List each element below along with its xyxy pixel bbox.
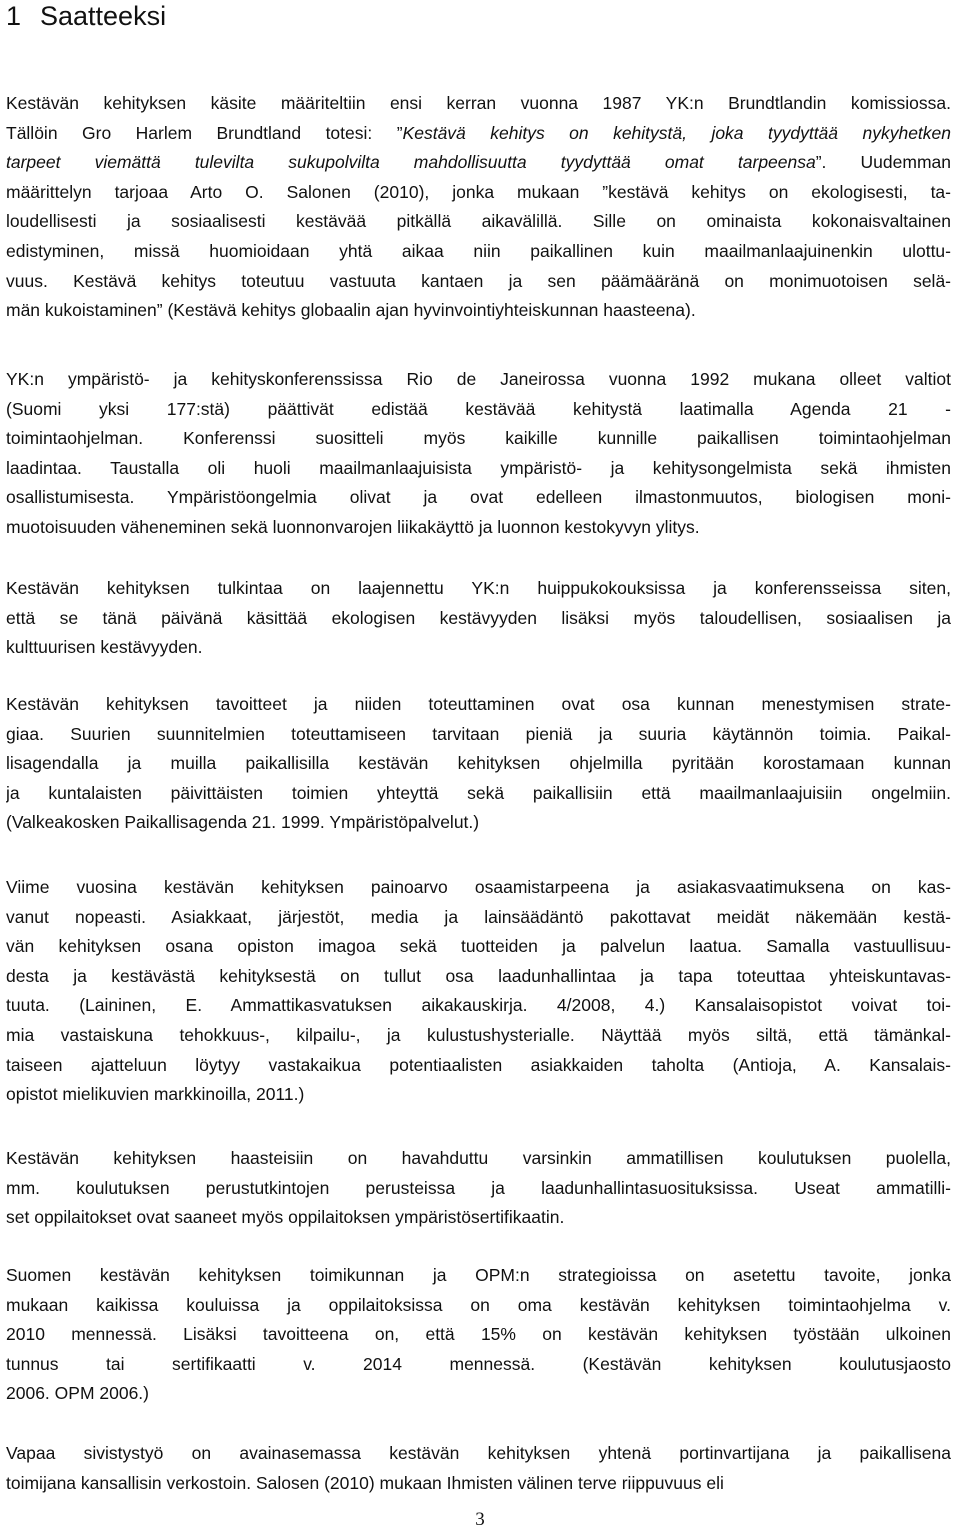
text-segment: muotoisuuden väheneminen sekä luonnonvarojen liikakäyttö ja luonnon kestokyvyn ylitys. <box>6 516 700 537</box>
text-segment: että se tänä päivänä käsittää ekologisen kestävyyden lisäksi myös taloudellisen, sosiaalisen ja <box>6 607 951 628</box>
text-segment: edistyminen, missä huomioidaan yhtä aikaa niin paikallinen kuin maailmanlaajuinenkin ulottu- <box>6 240 951 261</box>
text-segment: Kestävän kehityksen tavoitteet ja niiden toteuttaminen ovat osa kunnan menestymisen strate- <box>6 694 951 714</box>
text-line <box>6 1439 951 1469</box>
paragraph <box>6 873 951 1110</box>
paragraph <box>6 574 951 663</box>
text-line <box>6 903 951 933</box>
text-line <box>6 513 951 543</box>
text-segment: set oppilaitokset ovat saaneet myös oppilaitoksen ympäristösertifikaatin. <box>6 1207 565 1228</box>
text-segment: Tällöin Gro Harlem Brundtland totesi: ” <box>6 122 403 143</box>
text-segment: lisagendalla ja muilla paikallisilla kestävän kehityksen ohjelmilla pyritään korostamaan kunnan <box>6 753 951 774</box>
text-line <box>6 267 951 297</box>
text-segment: Kestävän kehityksen tulkintaa on laajennettu YK:n huippukokouksissa ja konferensseissa siten, <box>6 578 951 598</box>
text-line <box>6 1320 951 1350</box>
section-number: 1 <box>6 1 22 31</box>
text-segment: män kukoistaminen” (Kestävä kehitys globaalin ajan hyvinvointiyhteiskunnan haasteena). <box>6 300 696 321</box>
text-line <box>6 1291 951 1321</box>
text-line <box>6 1261 951 1291</box>
text-segment: Kestävän kehityksen haasteisiin on havahduttu varsinkin ammatillisen koulutuksen puolella, <box>6 1148 951 1168</box>
text-line <box>6 962 951 992</box>
text-segment: mm. koulutuksen perustutkintojen perusteissa ja laadunhallintasuosituksissa. Useat ammatilli- <box>6 1177 951 1198</box>
text-line <box>6 1080 951 1110</box>
paragraph <box>6 1144 951 1233</box>
text-line <box>6 1203 951 1233</box>
text-line <box>6 808 951 838</box>
page-number: 3 <box>475 1509 485 1530</box>
text-segment: Kestävän kehityksen käsite määriteltiin ensi kerran vuonna 1987 YK:n Brundtlandin komissiossa. <box>6 93 951 113</box>
text-line <box>6 365 951 395</box>
text-segment: toimintaohjelman. Konferenssi suositteli myös kaikille kunnille paikallisen toimintaohjelman <box>6 428 951 449</box>
text-segment: loudellisesti ja sosiaalisesti kestävää pitkällä aikavälillä. Sille on ominaista kokonaisvaltainen <box>6 211 951 232</box>
text-segment: kulttuurisen kestävyyden. <box>6 637 203 658</box>
text-segment: määrittelyn tarjoaa Arto O. Salonen (2010), jonka mukaan ”kestävä kehitys on ekologisesti, ta- <box>6 181 951 202</box>
text-line <box>6 991 951 1021</box>
text-line <box>6 207 951 237</box>
text-line <box>6 749 951 779</box>
text-segment: mukaan kaikissa kouluissa ja oppilaitoksissa on oma kestävän kehityksen toimintaohjelma v. <box>6 1294 951 1315</box>
text-segment: toimijana kansallisin verkostoin. Salosen (2010) mukaan Ihmisten välinen terve riippuvuus eli <box>6 1472 724 1493</box>
text-segment: Suomen kestävän kehityksen toimikunnan ja OPM:n strategioissa on asetettu tavoite, jonka <box>6 1265 951 1285</box>
section-heading <box>6 0 166 32</box>
text-line <box>6 1174 951 1204</box>
text-segment: laadintaa. Taustalla oli huoli maailmanlaajuisista ympäristö- ja kehitysongelmista sekä ihmisten <box>6 457 951 478</box>
italic-quote-segment: tarpeet viemättä tulevilta sukupolvilta mahdollisuutta tyydyttää omat tarpeensa <box>6 152 816 173</box>
text-line <box>6 1021 951 1051</box>
text-line <box>6 454 951 484</box>
text-line <box>6 1469 951 1499</box>
text-segment: 2006. OPM 2006.) <box>6 1383 149 1404</box>
text-line <box>6 779 951 809</box>
text-line <box>6 119 951 149</box>
text-segment: mia vastaiskuna tehokkuus-, kilpailu-, ja kulustushysterialle. Näyttää myös siltä, että tämänkal- <box>6 1024 951 1045</box>
text-line <box>6 424 951 454</box>
text-line <box>6 574 951 604</box>
text-line <box>6 178 951 208</box>
text-line <box>6 1379 951 1409</box>
paragraph <box>6 1439 951 1498</box>
text-line <box>6 1350 951 1380</box>
text-line <box>6 1144 951 1174</box>
text-segment: 2010 mennessä. Lisäksi tavoitteena on, että 15% on kestävän kehityksen työstään ulkoinen <box>6 1324 951 1345</box>
text-segment: tunnus tai sertifikaatti v. 2014 mennessä. (Kestävän kehityksen koulutusjaosto <box>6 1353 951 1374</box>
text-segment: tuuta. (Laininen, E. Ammattikasvatuksen aikakauskirja. 4/2008, 4.) Kansalaisopistot voivat toi- <box>6 995 951 1016</box>
text-line <box>6 237 951 267</box>
text-segment: desta ja kestävästä kehityksestä on tullut osa laadunhallintaa ja tapa toteuttaa yhteiskuntavas- <box>6 965 951 986</box>
text-line <box>6 89 951 119</box>
text-segment: ”. Uudemman <box>815 152 951 173</box>
text-segment: opistot mielikuvien markkinoilla, 2011.) <box>6 1084 305 1105</box>
text-line <box>6 604 951 634</box>
text-line <box>6 296 951 326</box>
paragraph <box>6 89 951 326</box>
text-segment: (Suomi yksi 177:stä) päättivät edistää kestävää kehitystä laatimalla Agenda 21 - <box>6 398 951 419</box>
text-segment: Viime vuosina kestävän kehityksen painoarvo osaamistarpeena ja asiakasvaatimuksena on kas- <box>6 877 951 897</box>
text-segment: osallistumisesta. Ympäristöongelmia olivat ja ovat edelleen ilmastonmuutos, biologisen moni- <box>6 487 951 508</box>
text-line <box>6 633 951 663</box>
text-segment: Vapaa sivistystyö on avainasemassa kestävän kehityksen yhtenä portinvartijana ja paikallisena <box>6 1443 951 1463</box>
text-line <box>6 720 951 750</box>
paragraph <box>6 365 951 543</box>
text-segment: giaa. Suurien suunnitelmien toteuttamiseen tarvitaan pieniä ja suuria käytännön toimia. Paikal- <box>6 723 951 744</box>
text-line <box>6 395 951 425</box>
text-line <box>6 932 951 962</box>
italic-quote-segment: Kestävä kehitys on kehitystä, joka tyydyttää nykyhetken <box>402 122 951 143</box>
text-segment: vuus. Kestävä kehitys toteutuu vastuuta kantaen ja sen päämääränä on monimuotoisen selä- <box>6 270 951 291</box>
text-segment: vän kehityksen osana opiston imagoa sekä tuotteiden ja palvelun laatua. Samalla vastuullisuu- <box>6 936 951 957</box>
text-segment: vanut nopeasti. Asiakkaat, järjestöt, media ja lainsäädäntö pakottavat meidät näkemään kestä- <box>6 906 951 927</box>
text-segment: YK:n ympäristö- ja kehityskonferenssissa Rio de Janeirossa vuonna 1992 mukana olleet valtiot <box>6 369 951 389</box>
text-line <box>6 1051 951 1081</box>
text-line <box>6 148 951 178</box>
text-segment: taiseen ajatteluun löytyy vastakaikua potentiaalisten asiakkaiden taholta (Antioja, A. Kansalais- <box>6 1054 951 1075</box>
text-line <box>6 690 951 720</box>
paragraph <box>6 690 951 838</box>
paragraph <box>6 1261 951 1409</box>
section-title: Saatteeksi <box>40 1 167 31</box>
text-segment: (Valkeakosken Paikallisagenda 21. 1999. Ympäristöpalvelut.) <box>6 812 480 833</box>
text-segment: ja kuntalaisten päivittäisten toimien yhteyttä sekä paikallisiin että maailmanlaajuisiin ongelmiin. <box>6 782 951 803</box>
text-line <box>6 483 951 513</box>
text-line <box>6 873 951 903</box>
